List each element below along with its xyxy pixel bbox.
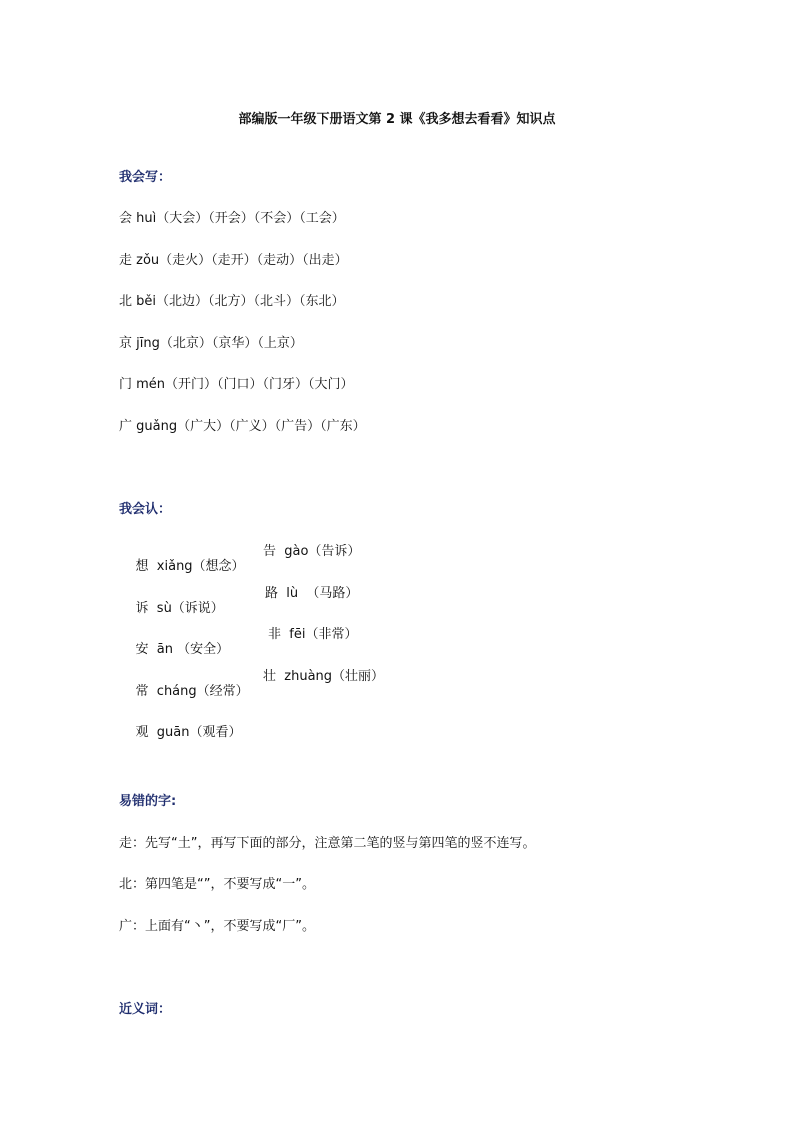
write-item: 门 mén（开门）（门口）（门牙）（大门） xyxy=(119,377,354,392)
error-item: 北：第四笔是“”，不要写成“一”。 xyxy=(119,877,315,892)
write-item: 走 zǒu（走火）（走开）（走动）（出走） xyxy=(119,253,348,268)
write-item: 会 huì（大会）（开会）（不会）（工会） xyxy=(119,211,345,226)
recognize-item: 安 ān （安全） xyxy=(135,642,230,657)
recognize-item: 观 guān（观看） xyxy=(135,725,242,740)
recognize-item: 非 fēi（非常） xyxy=(268,627,358,642)
page-title: 部编版一年级下册语文第 2 课《我多想去看看》知识点 xyxy=(238,112,556,127)
write-item: 广 guǎng（广大）（广义）（广告）（广东） xyxy=(119,419,366,434)
recognize-item: 诉 sù（诉说） xyxy=(135,601,224,616)
recognize-item: 路 lù （马路） xyxy=(265,586,359,601)
recognize-item: 常 cháng（经常） xyxy=(135,684,249,699)
write-item: 北 běi（北边）（北方）（北斗）（东北） xyxy=(119,294,345,309)
section-heading-synonyms: 近义词： xyxy=(119,1002,172,1017)
section-heading-recognize: 我会认： xyxy=(119,502,172,517)
section-heading-errors: 易错的字: xyxy=(119,794,177,809)
write-item: 京 jīng（北京）（京华）（上京） xyxy=(119,336,303,351)
recognize-item: 告 gào（告诉） xyxy=(263,544,361,559)
error-item: 广：上面有“丶”，不要写成“厂”。 xyxy=(119,919,315,934)
section-heading-write: 我会写： xyxy=(119,170,172,185)
error-item: 走：先写“土”，再写下面的部分，注意第二笔的竖与第四笔的竖不连写。 xyxy=(119,836,536,851)
recognize-item: 壮 zhuàng（壮丽） xyxy=(263,669,385,684)
recognize-row xyxy=(119,706,242,755)
recognize-item: 想 xiǎng（想念） xyxy=(135,559,245,574)
